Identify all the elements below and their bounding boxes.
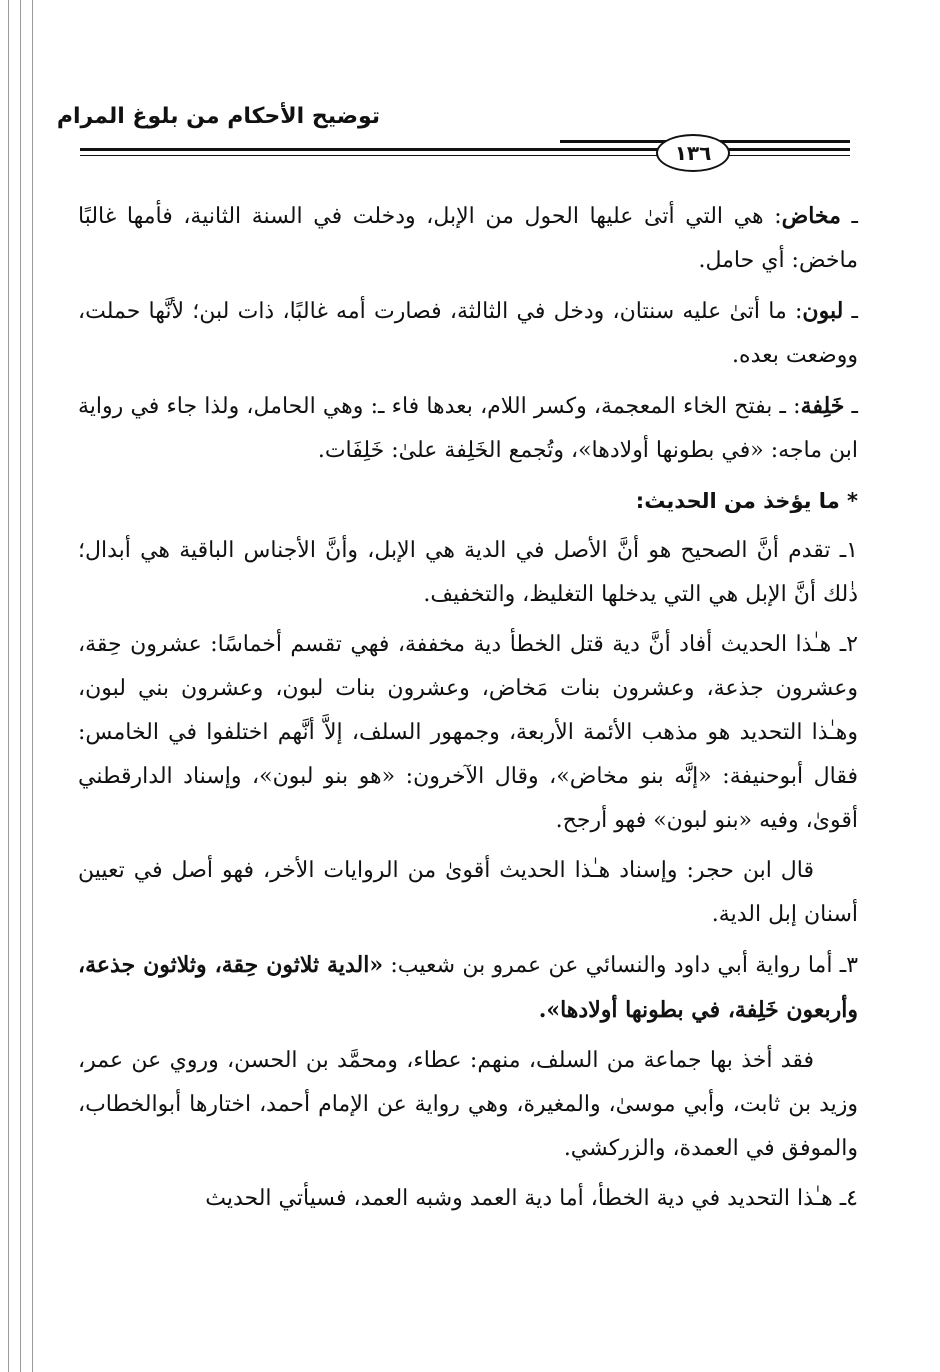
point-2-quote: قال ابن حجر: وإسناد هـٰذا الحديث أقوىٰ من الروايات الأخر، فهو أصل في تعيين أسنان إبل الدية. [78, 858, 858, 927]
header-rule-right [726, 148, 850, 151]
definition-term: مخاض [781, 203, 841, 229]
point-2: ٢ـ هـٰذا الحديث أفاد أنَّ دية قتل الخطأ دية مخففة، فهي تقسم أخماسًا: عشرون حِقة، وعشرون جذعة، وعشرون بنات مَخاض، وعشرون بنات لبون، وعشرون بني لبون، وهـٰذا التحديد هو مذهب الأئمة الأربعة، وجمهور السلف، إلاَّ أنَّهم اختلفوا في الخامس: فقال أبوحنيفة: «إنَّه بنو مخاض»، وقال الآخرون: «هو بنو لبون»، وإسناد الدارقطني أقوىٰ، وفيه «بنو لبون» فهو أرجح. [78, 632, 858, 833]
point-4: ٤ـ هـٰذا التحديد في دية الخطأ، أما دية العمد وشبه العمد، فسيأتي الحديث [205, 1186, 858, 1211]
section-heading: * ما يؤخذ من الحديث: [635, 489, 858, 513]
point-3-lead: ٣ـ أما رواية أبي داود والنسائي عن عمرو بن شعيب: [383, 953, 859, 978]
definition-text: : هي التي أتىٰ عليها الحول من الإبل، ودخلت في السنة الثانية، فأمها غالبًا ماخض: أي حامل. [78, 204, 858, 273]
point-3 [78, 943, 858, 1033]
definition-term: لبون [802, 298, 844, 324]
point-3-hadith: «الدية ثلاثون حِقة، وثلاثون جذعة، وأربعون خَلِفة، في بطونها أولادها». [78, 952, 858, 1023]
header-rule-right-thin [726, 155, 850, 156]
definition-text: : ـ بفتح الخاء المعجمة، وكسر اللام، بعدها فاء ـ: وهي الحامل، ولذا جاء في رواية ابن ماجه: «في بطونها أولادها»، وتُجمع الخَلِفة علىٰ: خَلِفَات. [78, 394, 858, 463]
definition-makhad: ـ مخاض: هي التي أتىٰ عليها الحول من الإبل، ودخلت في السنة الثانية، فأمها غالبًا ماخض: أي حامل. [78, 203, 858, 273]
page-body [78, 194, 858, 1227]
binding-line [32, 0, 33, 1372]
binding-line [20, 0, 21, 1372]
definition-term: خَلِفة [800, 393, 845, 419]
running-header-title: توضيح الأحكام من بلوغ المرام [56, 104, 380, 129]
definition-khalifa: ـ خَلِفة: ـ بفتح الخاء المعجمة، وكسر اللام، بعدها فاء ـ: وهي الحامل، ولذا جاء في رواية ابن ماجه: «في بطونها أولادها»، وتُجمع الخَلِفة علىٰ: خَلِفَات. [78, 393, 858, 463]
binding-line [8, 0, 9, 1372]
page-number: ١٣٦ [656, 134, 730, 172]
point-1: ١ـ تقدم أنَّ الصحيح هو أنَّ الأصل في الدية هي الإبل، وأنَّ الأجناس الباقية هي أبدال؛ ذٰلك أنَّ الإبل هي التي يدخلها التغليظ، والتخفيف. [78, 538, 858, 607]
point-3-follow: فقد أخذ بها جماعة من السلف، منهم: عطاء، ومحمَّد بن الحسن، وروي عن عمر، وزيد بن ثابت، وأبي موسىٰ، والمغيرة، وهي رواية عن الإمام أحمد، اختارها أبوالخطاب، والموفق في العمدة، والزركشي. [78, 1048, 858, 1161]
definition-text: : ما أتىٰ عليه سنتان، ودخل في الثالثة، فصارت أمه غالبًا، ذات لبن؛ لأنَّها حملت، ووضعت بعده. [78, 299, 858, 368]
definition-laboon: ـ لبون: ما أتىٰ عليه سنتان، ودخل في الثالثة، فصارت أمه غالبًا، ذات لبن؛ لأنَّها حملت، ووضعت بعده. [78, 298, 858, 368]
